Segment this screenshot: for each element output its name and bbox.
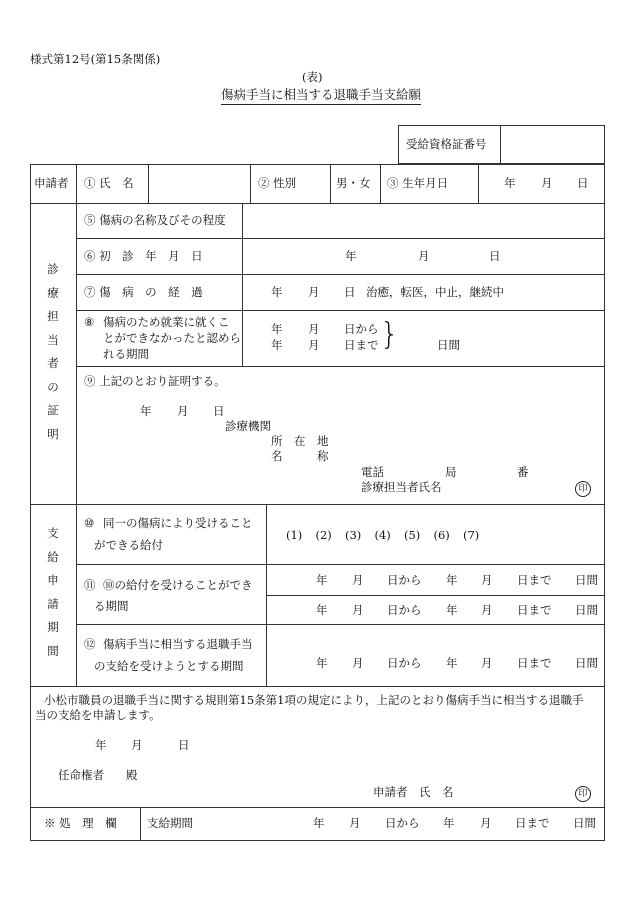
period-to: 日まで bbox=[344, 338, 379, 352]
appointer-honorific: 殿 bbox=[126, 768, 138, 782]
certify-statement: ⑨ 上記のとおり証明する。 bbox=[84, 374, 226, 388]
section-label-char: 明 bbox=[47, 426, 59, 441]
item10-line1: 同一の傷病により受けること bbox=[103, 516, 253, 530]
section-label-char: 間 bbox=[47, 643, 59, 658]
period-from-month: 月 bbox=[352, 573, 364, 587]
processing-from-month: 月 bbox=[349, 816, 361, 830]
course-day: 日 bbox=[344, 285, 356, 299]
course-month: 月 bbox=[308, 285, 320, 299]
period-brace: } bbox=[380, 317, 400, 352]
doctor-certification-label bbox=[45, 264, 61, 440]
payment-period-label bbox=[45, 528, 61, 657]
processing-period-label: 支給期間 bbox=[147, 816, 193, 830]
gender-label: ② 性別 bbox=[258, 176, 297, 190]
period-to-month: 月 bbox=[481, 603, 493, 617]
applicant-label: 申請者 bbox=[34, 176, 69, 190]
item12-line1: 傷病手当に相当する退職手当 bbox=[103, 637, 253, 651]
section-label-char: 支 bbox=[47, 526, 59, 540]
section-label-char: 者 bbox=[47, 356, 59, 370]
course-label: ⑦ 傷 病 の 経 過 bbox=[84, 285, 203, 299]
item10-option[interactable]: (6) bbox=[433, 528, 450, 542]
period-from-year: 年 bbox=[271, 322, 283, 336]
item11-number: ⑪ bbox=[84, 578, 96, 592]
period-from-day: 日から bbox=[387, 603, 422, 617]
dob-year: 年 bbox=[504, 176, 516, 190]
gender-options[interactable]: 男・女 bbox=[336, 176, 371, 190]
doctor-name-label: 診療担当者氏名 bbox=[361, 480, 442, 494]
period-from-month: 月 bbox=[308, 322, 320, 336]
section-label-char: 給 bbox=[47, 549, 59, 564]
item10-option[interactable]: (5) bbox=[404, 528, 421, 542]
declaration-line1: 小松市職員の退職手当に関する規則第15条第1項の規定により，上記のとおり傷病手当に相当する退職手 bbox=[44, 693, 584, 707]
item10-option[interactable]: (7) bbox=[463, 528, 480, 542]
phone-number: 番 bbox=[517, 465, 529, 479]
period-label-line2: とができなかったと認めら bbox=[103, 331, 241, 345]
institution-name-label: 名 称 bbox=[271, 449, 329, 463]
item10-option[interactable]: (4) bbox=[374, 528, 391, 542]
main-form-frame bbox=[30, 164, 605, 841]
disease-label: ⑤ 傷病の名称及びその程度 bbox=[84, 213, 226, 227]
period-from-year: 年 bbox=[316, 573, 328, 587]
phone-label: 電話 bbox=[361, 465, 384, 479]
address-label: 所 在 地 bbox=[271, 434, 329, 448]
period-to-year: 年 bbox=[446, 573, 458, 587]
applicant-name-field[interactable] bbox=[152, 178, 246, 192]
first-visit-day: 日 bbox=[489, 249, 501, 263]
section-label-char: 期 bbox=[47, 620, 59, 634]
period-to-month: 月 bbox=[481, 573, 493, 587]
period-to-year: 年 bbox=[446, 656, 458, 670]
certificate-number-label: 受給資格証番号 bbox=[406, 137, 487, 151]
period-to-day: 日まで bbox=[517, 603, 552, 617]
item10-option[interactable]: (1) bbox=[286, 528, 303, 542]
item10-number: ⑩ bbox=[84, 516, 95, 530]
processing-to-month: 月 bbox=[480, 816, 492, 830]
item12-line2: の支給を受けようとする期間 bbox=[94, 659, 244, 673]
declaration-day: 日 bbox=[178, 738, 190, 752]
period-to-year: 年 bbox=[271, 338, 283, 352]
section-label-char: 診 bbox=[47, 262, 59, 276]
period-total-days: 日間 bbox=[575, 656, 598, 670]
dob-day: 日 bbox=[577, 176, 589, 190]
form-title: 傷病手当に相当する退職手当支給願 bbox=[221, 89, 421, 105]
processing-days: 日間 bbox=[573, 816, 596, 830]
section-label-char: 申 bbox=[47, 573, 59, 587]
first-visit-label: ⑥ 初 診 年 月 日 bbox=[84, 249, 203, 263]
processing-to-year: 年 bbox=[443, 816, 455, 830]
period-days: 日間 bbox=[437, 338, 460, 352]
processing-from-year: 年 bbox=[313, 816, 325, 830]
period-from-month: 月 bbox=[352, 603, 364, 617]
period-to-month: 月 bbox=[481, 656, 493, 670]
period-total-days: 日間 bbox=[575, 603, 598, 617]
section-label-char: 請 bbox=[47, 596, 59, 611]
period-to-month: 月 bbox=[308, 338, 320, 352]
period-total-days: 日間 bbox=[575, 573, 598, 587]
period-from-month: 月 bbox=[352, 656, 364, 670]
period-label-number: ⑧ bbox=[84, 315, 95, 329]
disease-field[interactable] bbox=[250, 209, 600, 233]
declaration-line2: 当の支給を申請します。 bbox=[35, 708, 161, 722]
period-from-year: 年 bbox=[316, 656, 328, 670]
section-label-char: 療 bbox=[47, 285, 59, 300]
declaration-year: 年 bbox=[95, 738, 107, 752]
period-label-line3: れる期間 bbox=[103, 347, 149, 361]
processing-label: ※ 処 理 欄 bbox=[44, 816, 117, 830]
item10-option[interactable]: (3) bbox=[345, 528, 362, 542]
period-from-day: 日から bbox=[387, 573, 422, 587]
dob-label: ③ 生年月日 bbox=[387, 176, 449, 190]
certify-year: 年 bbox=[140, 404, 152, 418]
period-from-year: 年 bbox=[316, 603, 328, 617]
item11-line2: る期間 bbox=[94, 599, 129, 613]
certify-day: 日 bbox=[213, 404, 225, 418]
course-year: 年 bbox=[271, 285, 283, 299]
period-to-day: 日まで bbox=[517, 656, 552, 670]
first-visit-month: 月 bbox=[418, 249, 430, 263]
item10-option[interactable]: (2) bbox=[315, 528, 332, 542]
form-side: (表) bbox=[302, 70, 323, 84]
period-label-line1: 傷病のため就業に就くこ bbox=[103, 315, 230, 329]
period-from: 日から bbox=[344, 322, 379, 336]
section-label-char: 証 bbox=[47, 403, 59, 417]
doctor-seal: 印 bbox=[575, 481, 591, 497]
name-label: ① 氏 名 bbox=[84, 176, 134, 190]
processing-to: 日まで bbox=[515, 816, 550, 830]
course-options[interactable]: 治癒，転医，中止，継続中 bbox=[366, 285, 504, 299]
institution-label: 診療機関 bbox=[225, 419, 271, 433]
appointer-label: 任命権者 bbox=[58, 768, 104, 782]
section-label-char: の bbox=[47, 379, 59, 394]
certify-month: 月 bbox=[177, 404, 189, 418]
applicant-name-label: 申請者 氏 名 bbox=[373, 785, 454, 799]
period-from-day: 日から bbox=[387, 656, 422, 670]
period-to-year: 年 bbox=[446, 603, 458, 617]
applicant-seal: 印 bbox=[575, 786, 591, 802]
declaration-month: 月 bbox=[131, 738, 143, 752]
dob-month: 月 bbox=[541, 176, 553, 190]
section-label-char: 担 bbox=[47, 309, 59, 323]
section-label-char: 当 bbox=[47, 332, 59, 347]
form-number: 様式第12号(第15条関係) bbox=[30, 52, 161, 66]
item10-line2: ができる給付 bbox=[94, 538, 163, 552]
first-visit-year: 年 bbox=[345, 249, 357, 263]
item12-number: ⑫ bbox=[84, 637, 96, 651]
processing-from: 日から bbox=[385, 816, 420, 830]
phone-bureau: 局 bbox=[445, 465, 457, 479]
item11-line1: ⑩の給付を受けることができ bbox=[103, 578, 253, 592]
period-to-day: 日まで bbox=[517, 573, 552, 587]
